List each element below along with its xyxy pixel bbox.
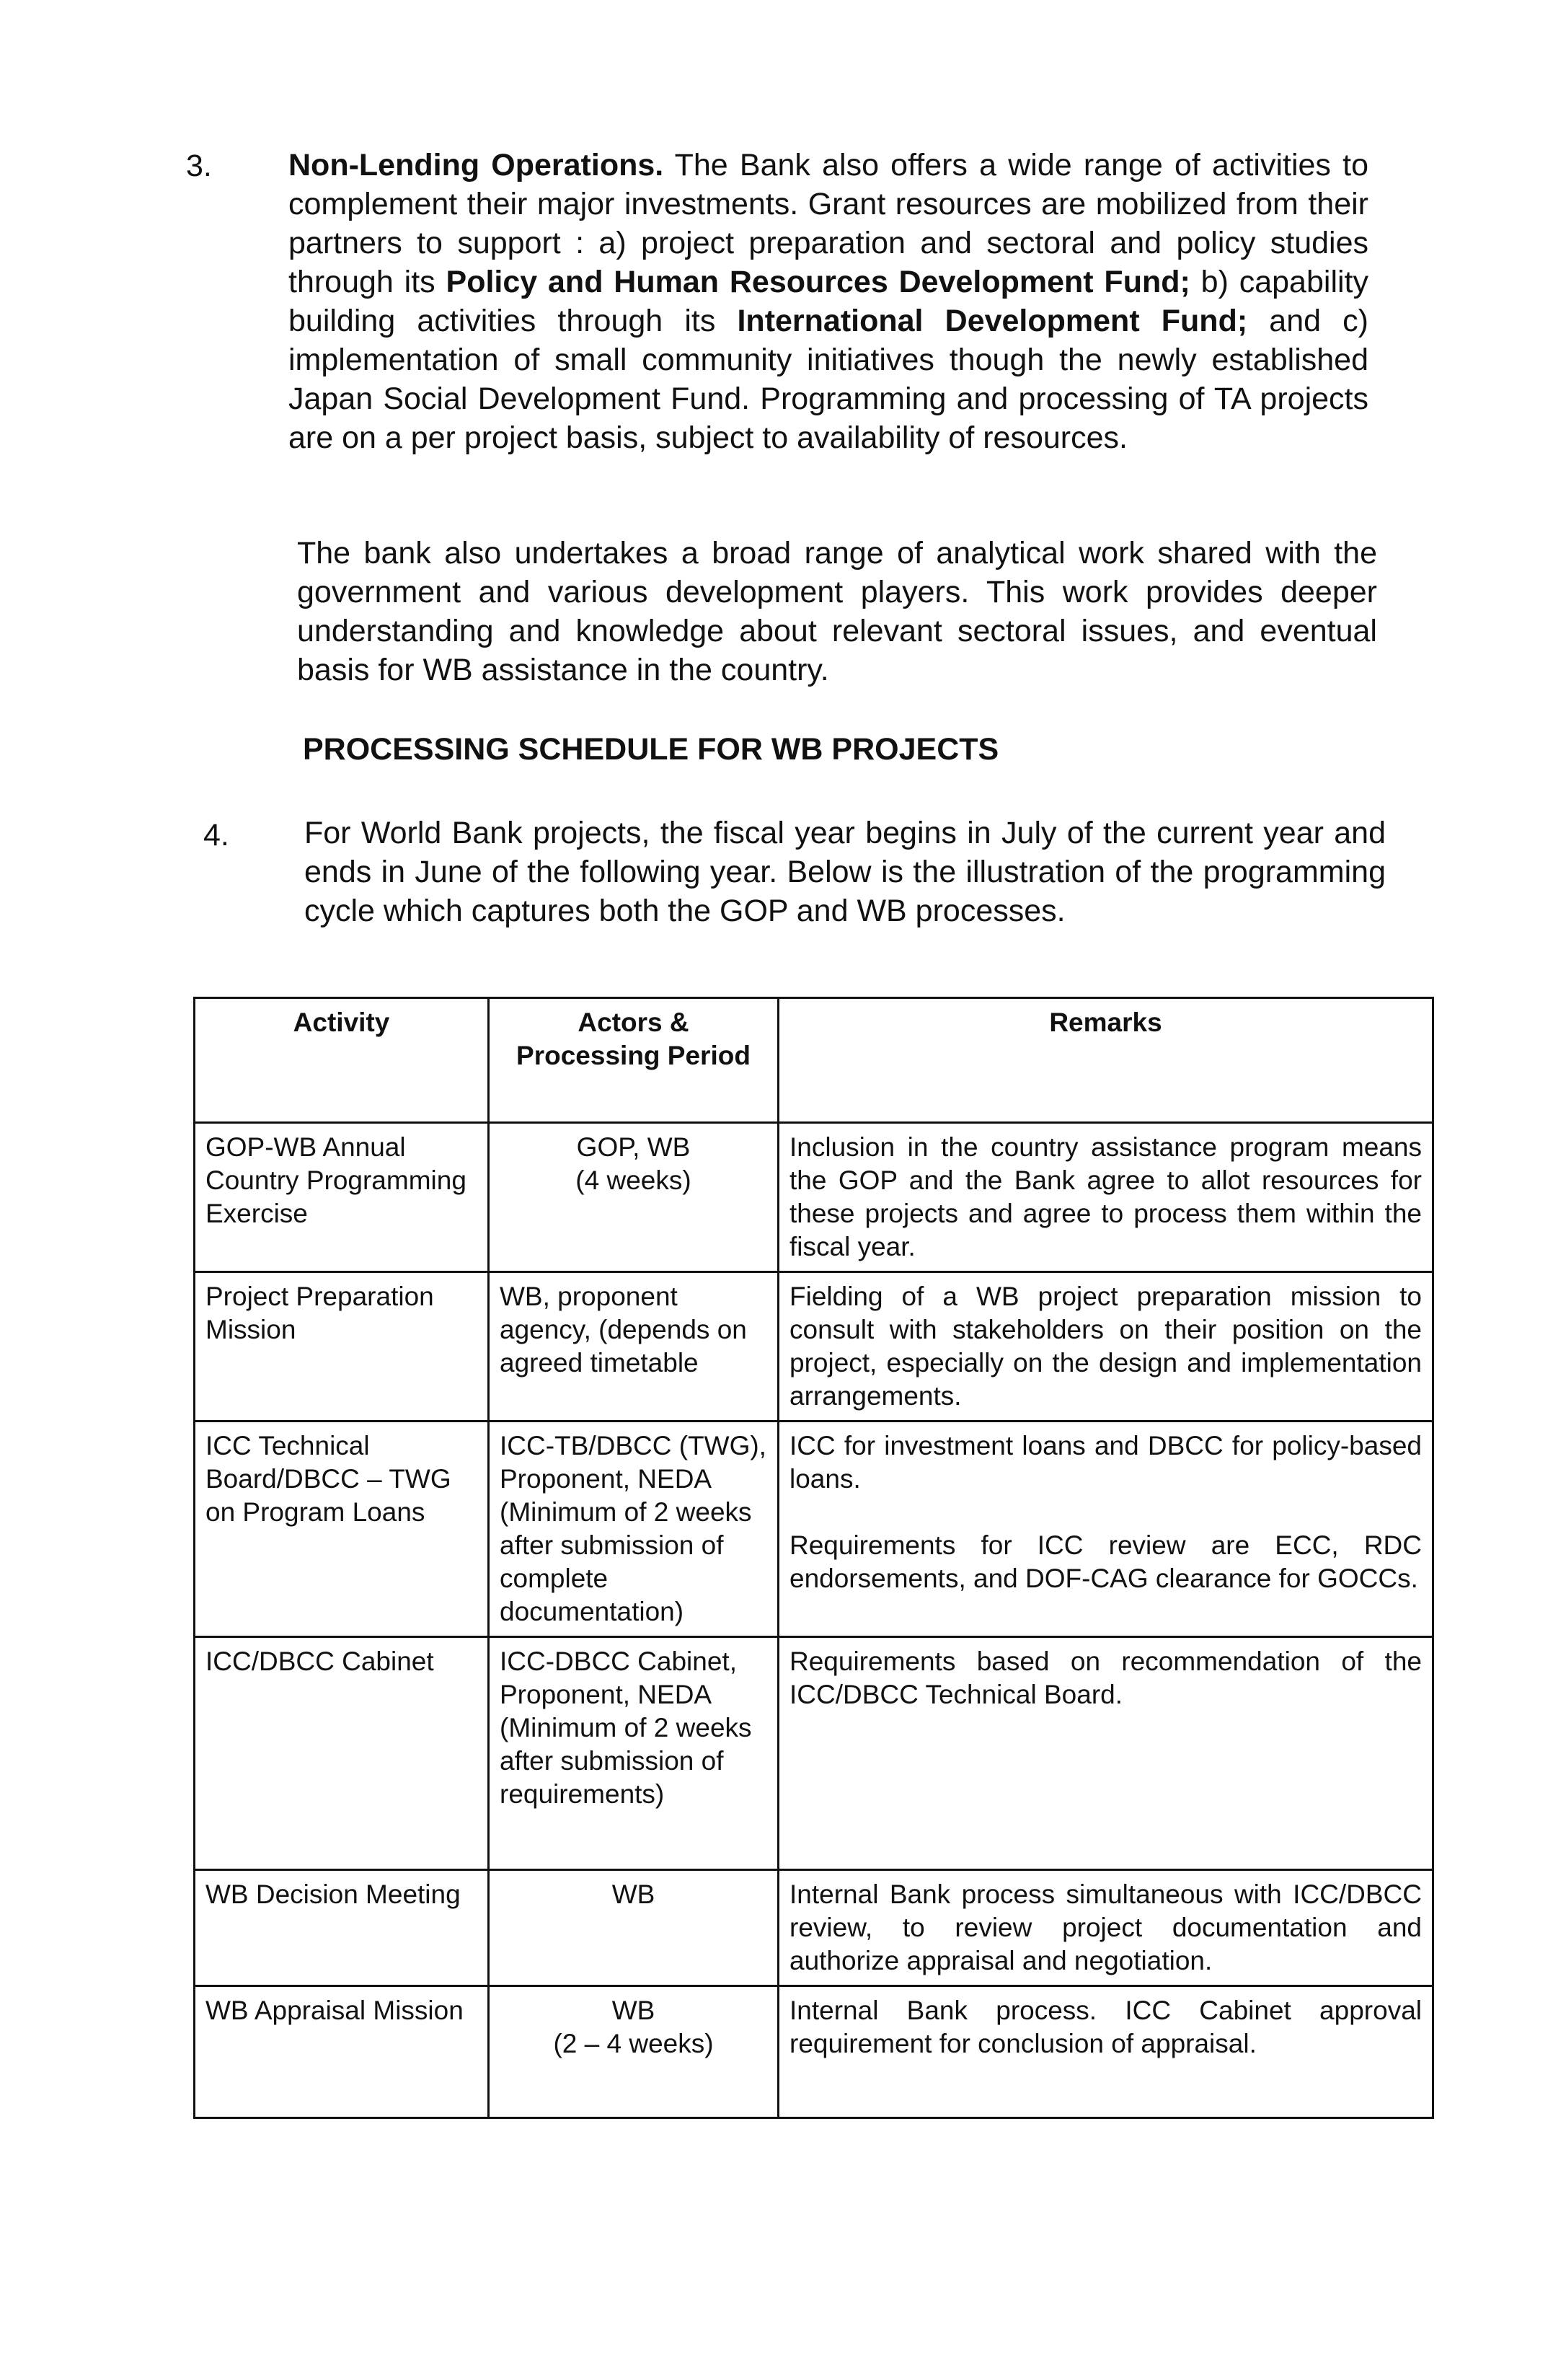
table-row [195, 1637, 1433, 1870]
actors-cell: WB [489, 1870, 779, 1986]
remarks-cell: Internal Bank process. ICC Cabinet approval requirement for conclusion of appraisal. [779, 1986, 1433, 2118]
header-remarks: Remarks [779, 998, 1433, 1123]
non-lending-text-2: b) capability building activities through its [288, 265, 1368, 338]
header-actors [489, 998, 779, 1123]
table-row [195, 1986, 1433, 2118]
table-row [195, 1272, 1433, 1422]
actors-text: GOP, WB [576, 1132, 691, 1162]
remarks-cell: Inclusion in the country assistance program means the GOP and the Bank agree to allot resources for these projects and agree to process them within the fiscal year. [779, 1123, 1433, 1272]
item-3-number: 3. [186, 149, 212, 183]
item-4-number: 4. [203, 818, 229, 852]
non-lending-text-3: and c) implementation of small community initiatives though the newly established Japan Social Development Fund. Programming and processing of TA projects are on a per project basis, subject to availability of resources. [288, 304, 1368, 455]
remarks-cell: Internal Bank process simultaneous with ICC/DBCC review, to review project documentation and authorize appraisal and negotiation. [779, 1870, 1433, 1986]
period-text: (4 weeks) [575, 1165, 691, 1195]
non-lending-text-1: The Bank also offers a wide range of activities to complement their major investments. Grant resources are mobilized from their partners to support : a) project preparation and sectoral and policy studies through its [288, 148, 1368, 299]
non-lending-title: Non-Lending Operations. [288, 148, 664, 182]
policy-hrd-fund: Policy and Human Resources Development Fund; [446, 265, 1190, 299]
actors-cell [489, 1123, 779, 1272]
header-actors-line-2: Processing Period [516, 1041, 751, 1070]
analytical-work-paragraph: The bank also undertakes a broad range of analytical work shared with the government and various development players. This work provides deeper understanding and knowledge about relevant sectoral issues, and eventual basis for WB assistance in the country. [297, 536, 1377, 687]
header-activity: Activity [195, 998, 489, 1123]
actors-cell: ICC-DBCC Cabinet, Proponent, NEDA (Minimum of 2 weeks after submission of requirements) [489, 1637, 779, 1870]
activity-cell: WB Decision Meeting [195, 1870, 489, 1986]
international-development-fund: International Development Fund; [737, 304, 1248, 338]
non-lending-operations-paragraph [288, 146, 1368, 457]
actors-text: WB [611, 1996, 655, 2025]
actors-cell [489, 1986, 779, 2118]
table-row [195, 1870, 1433, 1986]
fiscal-year-paragraph: For World Bank projects, the fiscal year begins in July of the current year and ends in June of the following year. Below is the illustration of the programming cycle which captures both the GOP and WB processes. [304, 816, 1386, 928]
table-row [195, 1123, 1433, 1272]
actors-cell: ICC-TB/DBCC (TWG), Proponent, NEDA (Minimum of 2 weeks after submission of complete documentation) [489, 1422, 779, 1637]
processing-schedule-heading: PROCESSING SCHEDULE FOR WB PROJECTS [303, 732, 999, 767]
table-row [195, 1422, 1433, 1637]
activity-cell: GOP-WB Annual Country Programming Exercise [195, 1123, 489, 1272]
table-header-row [195, 998, 1433, 1123]
remarks-cell [779, 1422, 1433, 1637]
remarks-text: ICC for investment loans and DBCC for policy-based loans. [789, 1431, 1422, 1494]
remarks-cell: Fielding of a WB project preparation mission to consult with stakeholders on their position on the project, especially on the design and implementation arrangements. [779, 1272, 1433, 1422]
header-actors-line-1: Actors & [578, 1008, 689, 1037]
remarks-text-2: Requirements for ICC review are ECC, RDC endorsements, and DOF-CAG clearance for GOCCs. [789, 1530, 1422, 1593]
activity-cell: WB Appraisal Mission [195, 1986, 489, 2118]
remarks-cell: Requirements based on recommendation of the ICC/DBCC Technical Board. [779, 1637, 1433, 1870]
activity-cell: ICC Technical Board/DBCC – TWG on Program Loans [195, 1422, 489, 1637]
period-text: (2 – 4 weeks) [553, 2029, 714, 2058]
activity-cell: ICC/DBCC Cabinet [195, 1637, 489, 1870]
actors-cell: WB, proponent agency, (depends on agreed timetable [489, 1272, 779, 1422]
activity-cell: Project Preparation Mission [195, 1272, 489, 1422]
processing-schedule-table [193, 997, 1434, 2119]
